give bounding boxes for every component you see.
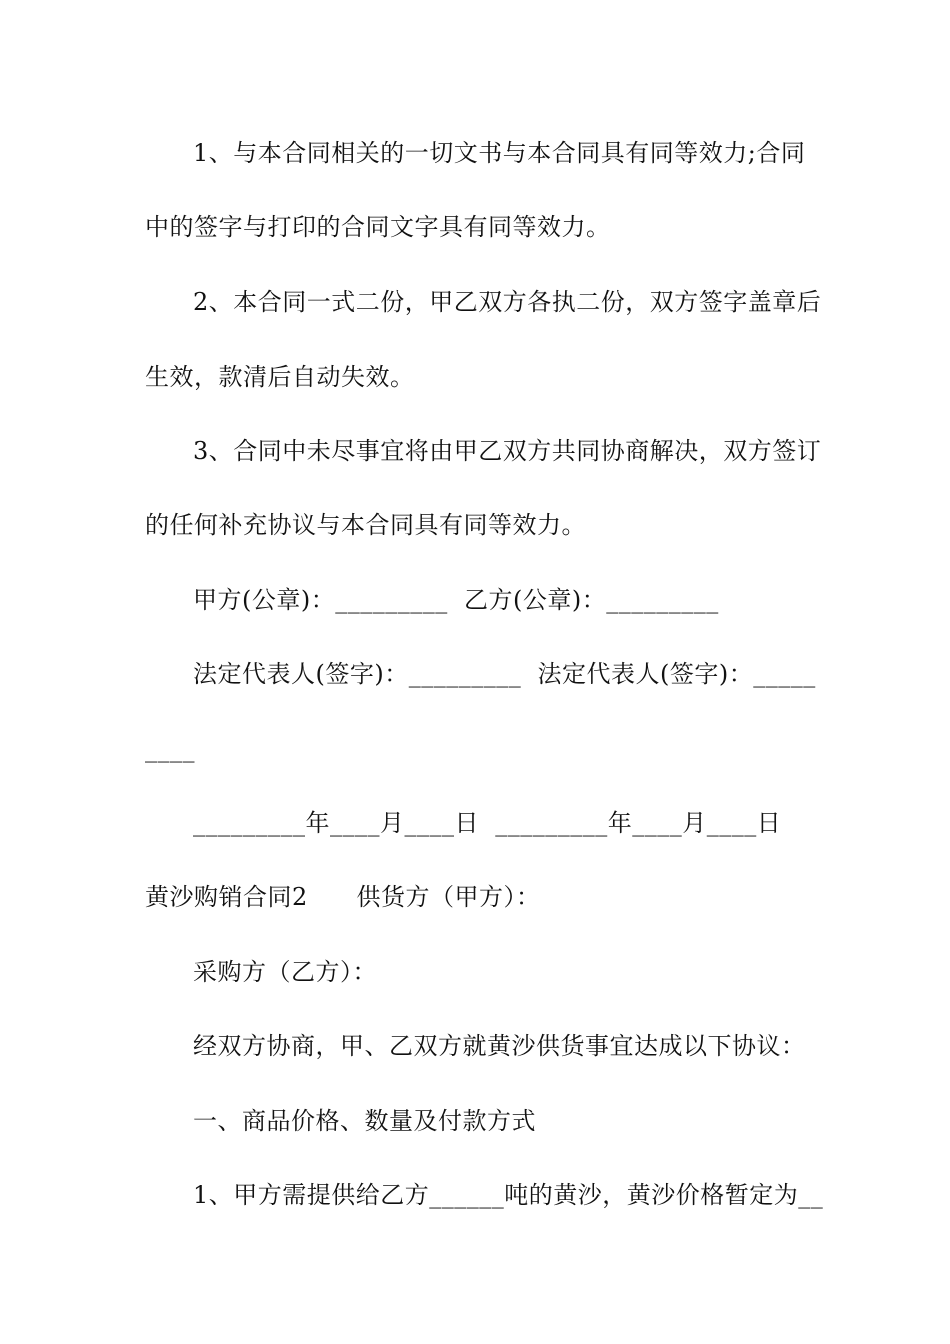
contract-2-title-line: 黄沙购销合同2 供货方（甲方）： xyxy=(145,883,541,911)
signature-line: 法定代表人(签字)：_________ 法定代表人(签字)：_____ xyxy=(193,660,816,688)
signature-line-continued: ____ xyxy=(145,735,195,763)
seal-line: 甲方(公章)：_________ 乙方(公章)：_________ xyxy=(193,586,719,614)
clause-2-line-2: 生效，款清后自动失效。 xyxy=(145,363,415,391)
buyer-line: 采购方（乙方）： xyxy=(193,958,377,986)
section-1-item-1: 1、甲方需提供给乙方______吨的黄沙，黄沙价格暂定为__ xyxy=(193,1181,824,1209)
clause-1-line-2: 中的签字与打印的合同文字具有同等效力。 xyxy=(145,213,611,241)
section-1-heading: 一、商品价格、数量及付款方式 xyxy=(193,1107,536,1135)
clause-3-line-2: 的任何补充协议与本合同具有同等效力。 xyxy=(145,511,586,539)
date-line: _________年____月____日 _________年____月____日 xyxy=(193,809,782,837)
clause-3-line-1: 3、合同中未尽事宜将由甲乙双方共同协商解决，双方签订 xyxy=(193,437,822,465)
clause-1-line-1: 1、与本合同相关的一切文书与本合同具有同等效力;合同 xyxy=(193,139,806,167)
agreement-intro: 经双方协商，甲、乙双方就黄沙供货事宜达成以下协议： xyxy=(193,1032,806,1060)
clause-2-line-1: 2、本合同一式二份，甲乙双方各执二份，双方签字盖章后 xyxy=(193,288,822,316)
